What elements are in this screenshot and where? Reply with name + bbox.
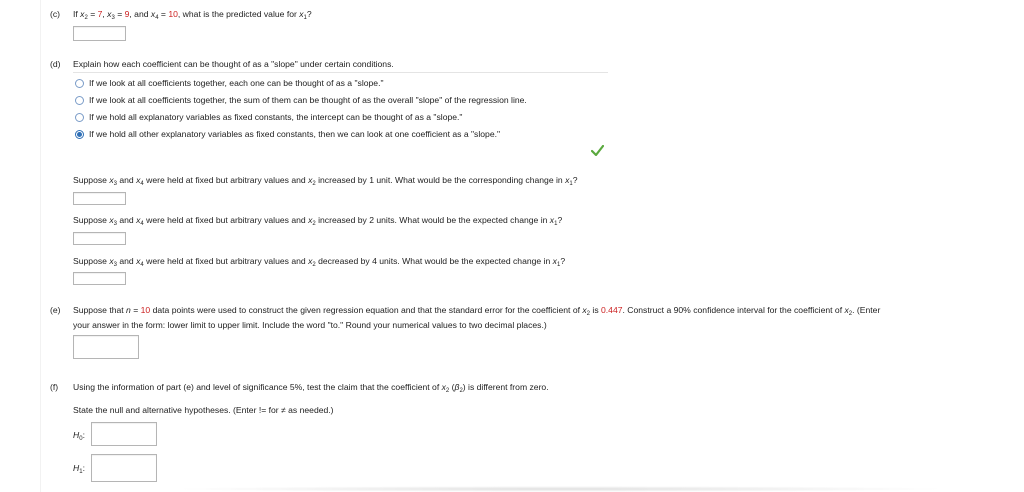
part-d-sub2-input[interactable] [73,232,126,245]
h0-input[interactable] [91,422,157,446]
se-value: 0.447 [601,305,623,315]
option-1-label[interactable]: If we look at all coefficients together, each one can be thought of as a "slope." [89,78,384,88]
option-3-label[interactable]: If we hold all explanatory variables as fixed constants, the intercept can be thought of as a "slope." [89,112,463,122]
part-d-label: (d) [50,59,61,69]
part-c-label: (c) [50,9,61,19]
option-2-label[interactable]: If we look at all coefficients together, the sum of them can be thought of as the overall "slope" of the regression line. [89,95,527,105]
divider [73,72,608,73]
part-e-answer-input[interactable] [73,335,139,359]
h1-label: $H_1$: [73,463,85,475]
option-3-radio[interactable] [75,113,84,122]
h0-label: $H_0$: [73,430,85,442]
part-e-question-line1: Suppose that n = 10 data points were used to construct the given regression equation and that the standard error for the coefficient of $x_2$ is 0.447. Construct a 90% confidence interval for the coefficient of $x_2$. (Enter [73,305,881,317]
part-c-answer-input[interactable] [73,26,126,41]
part-d-sub3-input[interactable] [73,272,126,285]
x2-value: 7 [97,9,103,19]
part-e-label: (e) [50,305,61,315]
h1-input[interactable] [91,454,157,482]
x4-value: 10 [168,9,178,19]
page-left-rule [40,0,41,492]
option-1-radio[interactable] [75,79,84,88]
part-f-label: (f) [50,382,59,392]
part-f-question: Using the information of part (e) and level of significance 5%, test the claim that the coefficient of $x_2$ $(\beta_2)$ is different from zero. [73,382,549,394]
correct-check-icon [591,145,604,158]
bottom-shadow [170,486,950,492]
part-d-sub1-question: Suppose $x_3$ and $x_4$ were held at fixed but arbitrary values and $x_2$ increased by 1 unit. What would be the corresponding change in $x_1$? [73,175,578,187]
part-d-sub3-question: Suppose $x_3$ and $x_4$ were held at fixed but arbitrary values and $x_2$ decreased by 4 units. What would be the expected change in $x_1$? [73,256,566,268]
option-4-radio-selected[interactable] [75,130,84,139]
part-d-sub2-question: Suppose $x_3$ and $x_4$ were held at fixed but arbitrary values and $x_2$ increased by 2 units. What would be the expected change in $x_1$? [73,215,563,227]
part-e-question-line2: your answer in the form: lower limit to upper limit. Include the word "to." Round your numerical values to two decimal places.) [73,320,547,330]
x3-value: 9 [124,9,130,19]
part-d-question: Explain how each coefficient can be thought of as a "slope" under certain conditions. [73,59,394,69]
option-4-label[interactable]: If we hold all other explanatory variables as fixed constants, then we can look at one coefficient as a "slope." [89,129,501,139]
option-2-radio[interactable] [75,96,84,105]
part-f-instructions: State the null and alternative hypotheses. (Enter != for ≠ as needed.) [73,405,334,415]
n-value: 10 [140,305,151,315]
part-d-sub1-input[interactable] [73,192,126,205]
part-c-question: If $x_2 = 7$, $x_3 = 9$, and $x_4 = 10$, what is the predicted value for $x_1$? [73,9,312,21]
